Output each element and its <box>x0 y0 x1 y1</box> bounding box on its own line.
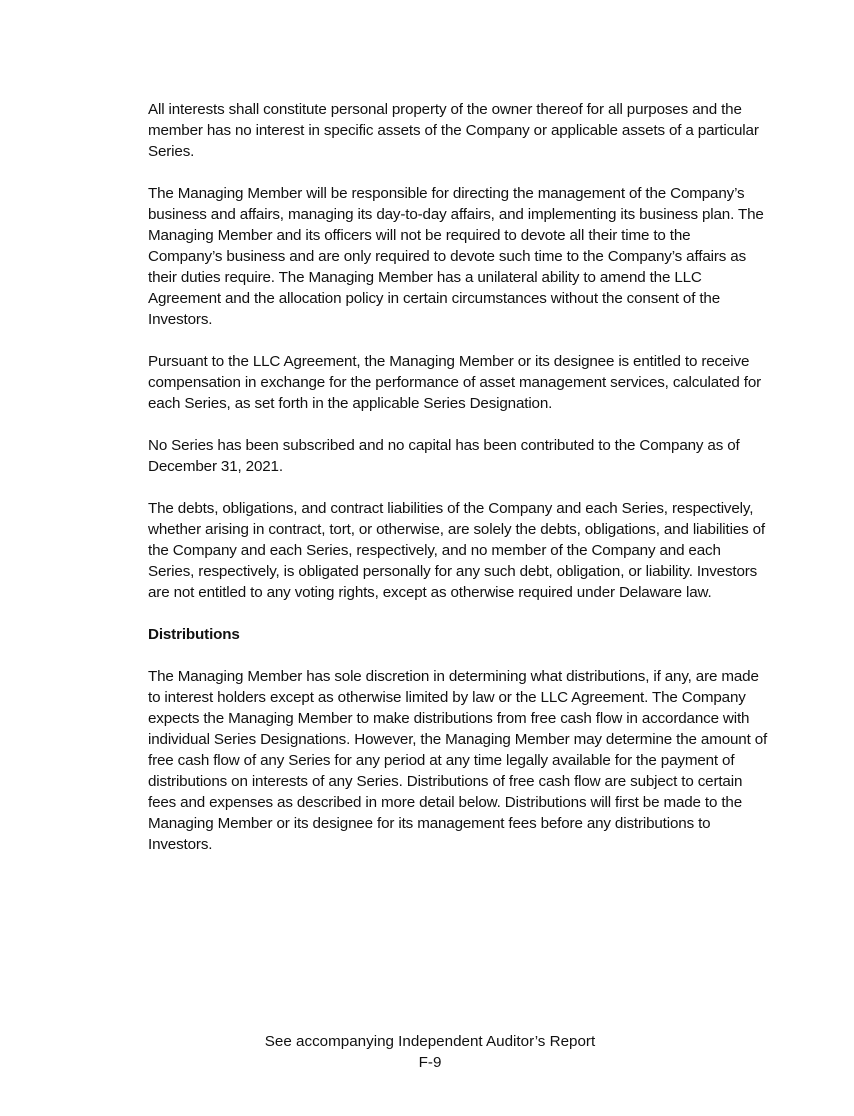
section-heading-distributions: Distributions <box>148 626 240 643</box>
paragraph-interests: All interests shall constitute personal property of the owner thereof for all purposes and the member has no interest in specific assets of the Company or applicable assets of a particular Series. <box>148 101 759 160</box>
document-body <box>148 99 768 876</box>
paragraph-compensation: Pursuant to the LLC Agreement, the Managing Member or its designee is entitled to receive compensation in exchange for the performance of asset management services, calculated for each Series, as set forth in the applicable Series Designation. <box>148 353 762 412</box>
paragraph-debts-obligations: The debts, obligations, and contract liabilities of the Company and each Series, respectively, whether arising in contract, tort, or otherwise, are solely the debts, obligations, and liabilities of the Company and each Series, respectively, and no member of the Company and each Series, respectively, is obligated personally for any such debt, obligation, or liability. Investors are not entitled to any voting rights, except as otherwise required under Delaware law. <box>148 500 765 601</box>
page-number: F-9 <box>418 1054 442 1071</box>
footer-auditor-note: See accompanying Independent Auditor’s Report <box>264 1033 596 1050</box>
paragraph-distributions: The Managing Member has sole discretion in determining what distributions, if any, are made to interest holders except as otherwise limited by law or the LLC Agreement. The Company expects the Managing Member to make distributions from free cash flow in accordance with individual Series Designations. However, the Managing Member may determine the amount of free cash flow of any Series for any period at any time legally available for the payment of distributions on interests of any Series. Distributions of free cash flow are subject to certain fees and expenses as described in more detail below. Distributions will first be made to the Managing Member or its designee for its management fees before any distributions to Investors. <box>148 668 768 853</box>
paragraph-managing-member: The Managing Member will be responsible for directing the management of the Company’s business and affairs, managing its day-to-day affairs, and implementing its business plan. The Managing Member and its officers will not be required to devote all their time to the Company’s business and are only required to devote such time to the Company’s affairs as their duties require. The Managing Member has a unilateral ability to amend the LLC Agreement and the allocation policy in certain circumstances without the consent of the Investors. <box>148 185 764 328</box>
paragraph-no-series-subscribed: No Series has been subscribed and no capital has been contributed to the Company as of December 31, 2021. <box>148 437 740 475</box>
